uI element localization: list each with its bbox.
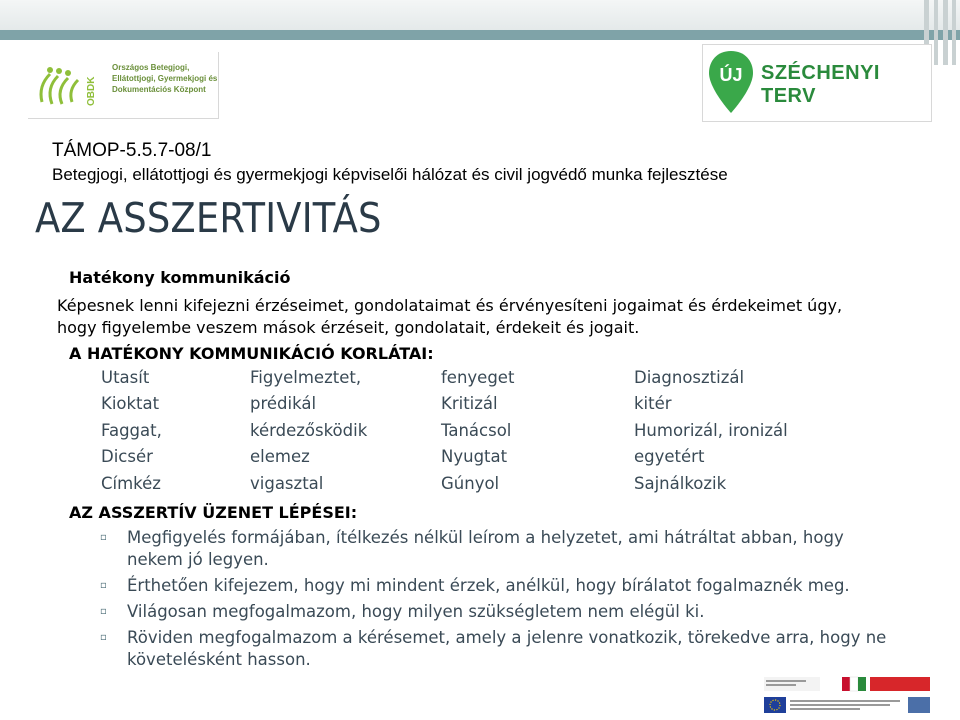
square-bullet-icon: ▫ [100,532,107,543]
szechenyi-terv-logo [702,44,932,122]
barrier-word: kérdezősködik [250,420,368,440]
list-item [100,527,900,571]
barriers-row [101,368,841,394]
barriers-row [101,421,841,447]
eu-flag-icon [764,697,786,713]
location-pin-icon [707,49,755,115]
project-title: Betegjogi, ellátottjogi és gyermekjogi képviselői hálózat és civil jogvédő munka fejlesztése [52,165,728,184]
list-item-text: Megfigyelés formájában, ítélkezés nélkül leírom a helyzetet, ami hátráltat abban, hogy nekem jó legyen. [127,528,844,569]
barrier-word: fenyeget [441,368,515,387]
obdk-logo-icon [34,62,104,112]
top-decorative-bar [0,0,960,40]
section-heading-barriers: A HATÉKONY KOMMUNIKÁCIÓ KORLÁTAI: [69,344,434,363]
section-heading-effective-communication: Hatékony kommunikáció [69,268,291,287]
barrier-word: egyetért [634,447,705,467]
barrier-word: vigasztal [250,473,324,493]
barriers-row [101,394,841,420]
list-item-text: Világosan megfogalmazom, hogy milyen szükségletem nem elégül ki. [127,602,705,621]
list-item [100,627,900,671]
square-bullet-icon: ▫ [100,632,107,643]
section-heading-assertive-steps: AZ ASSZERTÍV ÜZENET LÉPÉSEI: [69,503,358,522]
obdk-logo-line: Dokumentációs Központ [112,85,206,94]
assertive-steps-list [100,527,900,671]
barrier-word: Humorizál, ironizál [634,420,788,440]
obdk-logo-text [112,62,222,95]
list-item [100,601,900,623]
definition-paragraph: Képesnek lenni kifejezni érzéseimet, gondolataimat és érvényesíteni jogaimat és érdekeimet úgy, hogy figyelembe veszem mások érzéseit, gondolatait, érdekeit és jogait. [57,296,843,337]
barrier-word: Diagnosztizál [634,368,745,387]
barriers-row [101,474,841,500]
barrier-word: Dicsér [101,447,153,467]
barrier-word: Figyelmeztet, [250,368,362,387]
barrier-word: Nyugtat [441,447,508,467]
szechenyi-terv-name: SZÉCHENYI TERV [761,62,880,107]
list-item [100,575,900,597]
project-code: TÁMOP-5.5.7-08/1 [52,140,212,161]
barrier-word: Gúnyol [441,473,500,493]
slide-title: AZ ASSZERTIVITÁS [35,194,382,242]
obdk-logo [28,52,219,119]
barrier-word: kitér [634,394,672,414]
eu-hungary-funding-badge [762,673,932,717]
barrier-word: Címkéz [101,473,161,493]
barrier-word: Tanácsol [441,420,512,440]
barrier-word: Sajnálkozik [634,473,727,493]
barriers-row [101,447,841,473]
barrier-word: elemez [250,447,310,467]
obdk-logo-line: Országos Betegjogi, [112,63,190,72]
barrier-word: Kioktat [101,394,160,414]
list-item-text: Röviden megfogalmazom a kérésemet, amely a jelenre vonatkozik, törekedve arra, hogy ne követelésként hasson. [127,628,887,669]
square-bullet-icon: ▫ [100,580,107,591]
list-item-text: Érthetően kifejezem, hogy mi mindent érzek, anélkül, hogy bírálatot fogalmaznék meg. [127,576,850,595]
barriers-grid [101,368,841,500]
top-teal-stripe [0,30,960,40]
obdk-vertical-text: OBDK [86,76,97,106]
square-bullet-icon: ▫ [100,606,107,617]
barrier-word: prédikál [250,394,317,414]
obdk-logo-line: Ellátottjogi, Gyermekjogi és [112,74,218,83]
barrier-word: Faggat, [101,420,162,440]
barrier-word: Kritizál [441,394,498,414]
pin-text: ÚJ [719,65,743,85]
barrier-word: Utasít [101,368,150,387]
